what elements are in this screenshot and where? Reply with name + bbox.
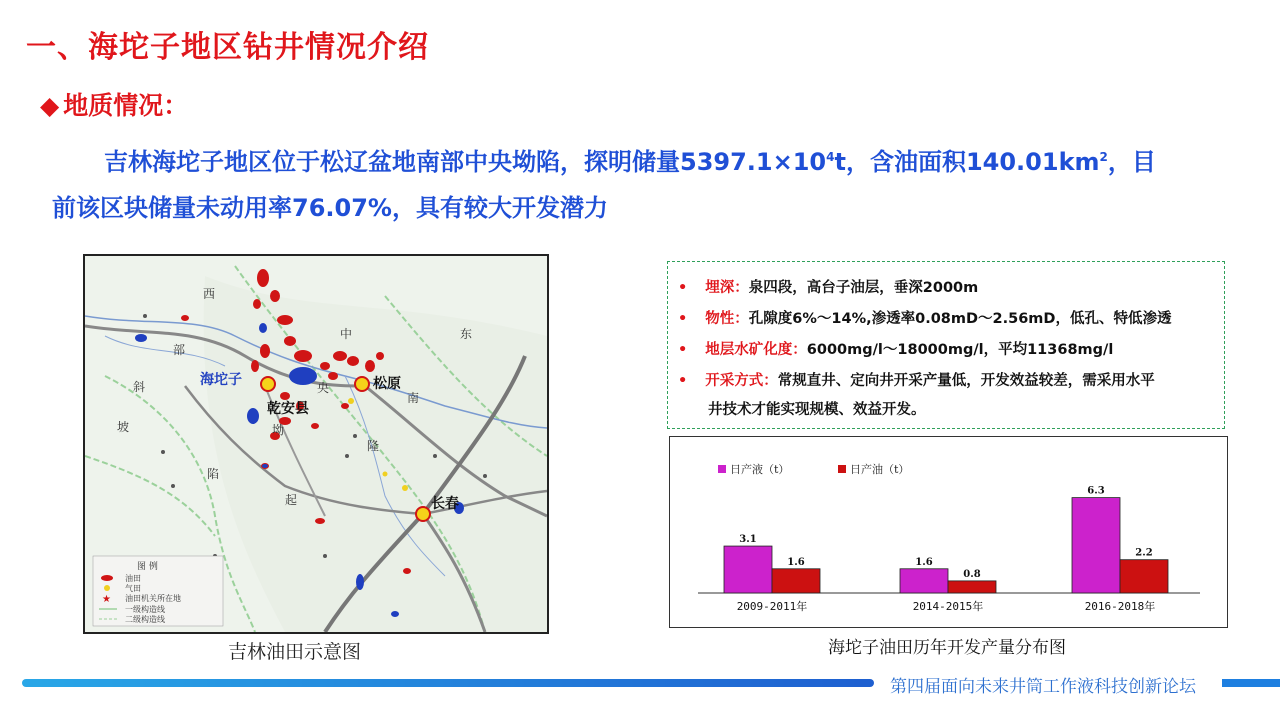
footer-bar <box>22 679 874 687</box>
bullet-icon: • <box>678 280 688 296</box>
label-long: 隆 <box>367 439 380 453</box>
bar-value-label: 0.8 <box>963 568 981 580</box>
bar-value-label: 1.6 <box>787 556 805 568</box>
intro-text-c: ，目 <box>1107 148 1156 176</box>
footer-bar-right <box>1222 679 1280 687</box>
label-po: 坡 <box>117 420 130 434</box>
geology-info-box <box>667 261 1225 429</box>
intro-text-a: 吉林海坨子地区位于松辽盆地南部中央坳陷，探明储量5397.1×10 <box>104 148 827 176</box>
info-key: 地层水矿化度： <box>705 342 807 358</box>
label-ao: 坳 <box>272 423 285 437</box>
label-dong: 东 <box>460 327 473 341</box>
info-row-salinity <box>678 338 1113 359</box>
category-label: 2014-2015年 <box>912 600 984 613</box>
section-label: 地质情况： <box>63 91 189 120</box>
map-legend <box>93 556 223 626</box>
intro-text-b: t，含油面积140.01km <box>834 148 1100 176</box>
label-nan: 南 <box>407 391 420 405</box>
bar-value-label: 1.6 <box>915 556 933 568</box>
info-key: 埋深： <box>705 280 749 296</box>
bullet-icon: • <box>678 311 688 327</box>
intro-sup-4: 4 <box>826 150 835 164</box>
label-qiananxian: 乾安县 <box>267 401 309 417</box>
legend-line2: 二级构造线 <box>125 615 165 624</box>
legend-swatch <box>838 465 846 473</box>
label-qi: 起 <box>285 493 298 507</box>
map-caption: 吉林油田示意图 <box>228 641 362 663</box>
map-drawing <box>85 256 547 632</box>
category-label: 2009-2011年 <box>736 600 808 613</box>
legend-label: 日产油（t） <box>850 463 910 476</box>
legend-label: 日产液（t） <box>730 463 790 476</box>
intro-line-2: 前该区块储量未动用率76.07%，具有较大开发潜力 <box>52 194 608 222</box>
legend-title: 图 例 <box>137 562 158 572</box>
footer-text: 第四届面向未来井筒工作液科技创新论坛 <box>890 677 1196 697</box>
bullet-icon: • <box>678 373 688 389</box>
legend-gas: 气田 <box>125 584 141 593</box>
diamond-bullet-icon: ◆ <box>40 91 60 120</box>
label-xi: 西 <box>203 287 216 301</box>
intro-paragraph <box>52 134 1232 231</box>
info-value: 6000mg/l～18000mg/l，平均11368mg/l <box>806 342 1114 358</box>
page-title: 一、海坨子地区钻井情况介绍 <box>26 30 429 65</box>
chart-bar <box>948 581 996 593</box>
bullet-icon: • <box>678 342 688 358</box>
chart-bar <box>724 546 772 593</box>
info-key: 物性： <box>705 311 749 327</box>
oilfield-map <box>83 254 549 634</box>
label-xie: 斜 <box>133 380 146 394</box>
legend-swatch <box>718 465 726 473</box>
legend-hq: 油田机关所在地 <box>125 594 181 603</box>
star-icon: ★ <box>102 594 111 605</box>
info-key: 开采方式： <box>705 373 778 389</box>
label-xian: 陷 <box>207 467 220 481</box>
chart-bar <box>772 569 820 593</box>
legend-oil: 油田 <box>125 574 141 583</box>
chart-bar <box>1072 498 1120 593</box>
label-haituozi: 海坨子 <box>200 372 242 388</box>
chart-bar <box>900 569 948 593</box>
info-row-production <box>678 369 1155 390</box>
intro-sup-2: 2 <box>1099 150 1108 164</box>
production-chart <box>669 436 1228 628</box>
bar-value-label: 3.1 <box>739 534 757 546</box>
info-value: 泉四段，高台子油层，垂深2000m <box>748 280 979 296</box>
info-row-production-cont <box>708 398 926 419</box>
info-value: 孔隙度6%～14%,渗透率0.08mD～2.56mD，低孔、特低渗透 <box>748 311 1172 327</box>
bar-value-label: 2.2 <box>1135 547 1153 559</box>
legend-line1: 一级构造线 <box>125 605 165 614</box>
label-songyuan: 松原 <box>373 376 401 392</box>
chart-caption: 海坨子油田历年开发产量分布图 <box>828 638 1066 658</box>
chart-bar <box>1120 560 1168 593</box>
label-bu: 部 <box>173 343 186 357</box>
info-value: 常规直井、定向井开采产量低，开发效益较差，需采用水平 <box>777 373 1155 389</box>
category-label: 2016-2018年 <box>1084 600 1156 613</box>
label-zhong: 中 <box>340 327 353 341</box>
label-yang: 央 <box>317 381 330 395</box>
intro-line-1 <box>52 134 1232 185</box>
bar-value-label: 6.3 <box>1087 485 1105 497</box>
chart-svg <box>670 437 1227 627</box>
label-changchun: 长春 <box>431 496 459 512</box>
info-row-physical <box>678 307 1171 328</box>
info-value: 井技术才能实现规模、效益开发。 <box>708 402 926 418</box>
section-heading <box>40 86 188 122</box>
info-row-depth <box>678 276 978 297</box>
